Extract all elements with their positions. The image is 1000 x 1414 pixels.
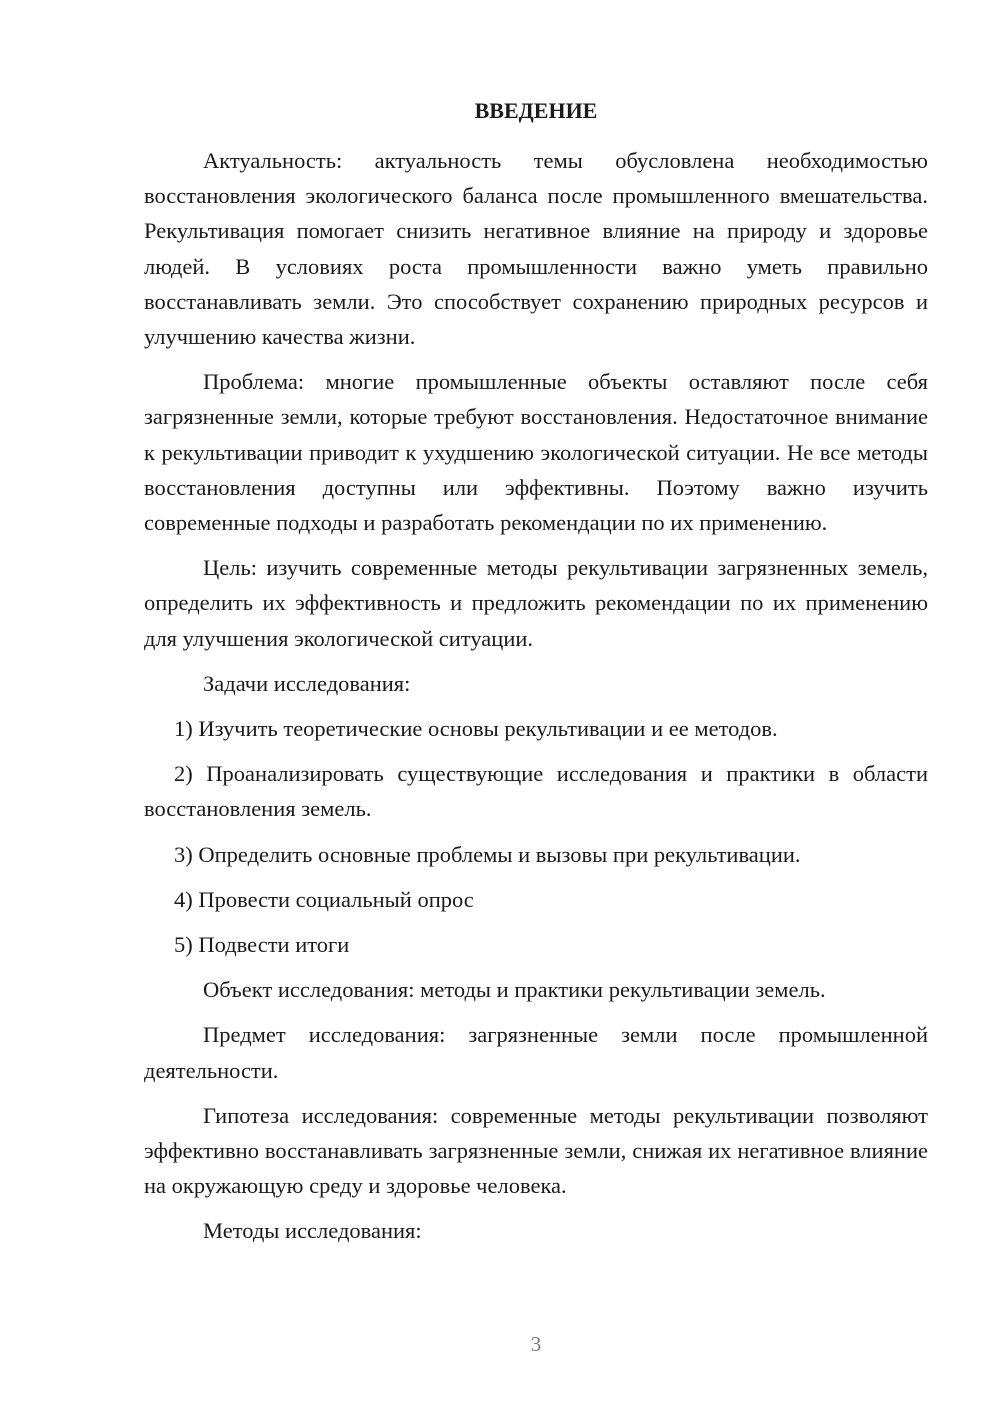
object-paragraph: Объект исследования: методы и практики рекультивации земель. bbox=[203, 977, 826, 1003]
goal-paragraph: Цель: изучить современные методы рекультивации загрязненных земель, определить их эффективность и предложить рекомендации по их применению для улучшения экологической ситуации. bbox=[144, 555, 928, 651]
hypothesis-paragraph: Гипотеза исследования: современные методы рекультивации позволяют эффективно восстанавливать загрязненные земли, снижая их негативное влияние на окружающую среду и здоровье человека. bbox=[144, 1102, 928, 1199]
task-item-2: 2) Проанализировать существующие исследования и практики в области восстановления земель. bbox=[144, 761, 928, 822]
task-item-5: 5) Подвести итоги bbox=[174, 932, 350, 958]
methods-heading: Методы исследования: bbox=[203, 1218, 422, 1244]
subject-paragraph: Предмет исследования: загрязненные земли после промышленной деятельности. bbox=[144, 1022, 928, 1083]
page-number: 3 bbox=[530, 1332, 542, 1356]
problem-paragraph: Проблема: многие промышленные объекты оставляют после себя загрязненные земли, которые требуют восстановления. Недостаточное внимание к рекультивации приводит к ухудшению экологической ситуации. Не все методы восстановления доступны или эффективны. Поэтому важно изучить современные подходы и разработать рекомендации по их применению. bbox=[144, 369, 928, 536]
tasks-heading: Задачи исследования: bbox=[203, 670, 411, 696]
task-item-4: 4) Провести социальный опрос bbox=[174, 886, 474, 912]
document-body bbox=[144, 143, 928, 1249]
page-title: ВВЕДЕНИЕ bbox=[474, 98, 598, 123]
task-item-3: 3) Определить основные проблемы и вызовы при рекультивации. bbox=[174, 841, 801, 867]
task-item-1: 1) Изучить теоретические основы рекультивации и ее методов. bbox=[174, 716, 778, 742]
relevance-paragraph: Актуальность: актуальность темы обусловлена необходимостью восстановления экологического баланса после промышленного вмешательства. Рекультивация помогает снизить негативное влияние на природу и здоровье людей. В условиях роста промышленности важно уметь правильно восстанавливать земли. Это способствует сохранению природных ресурсов и улучшению качества жизни. bbox=[144, 148, 928, 350]
